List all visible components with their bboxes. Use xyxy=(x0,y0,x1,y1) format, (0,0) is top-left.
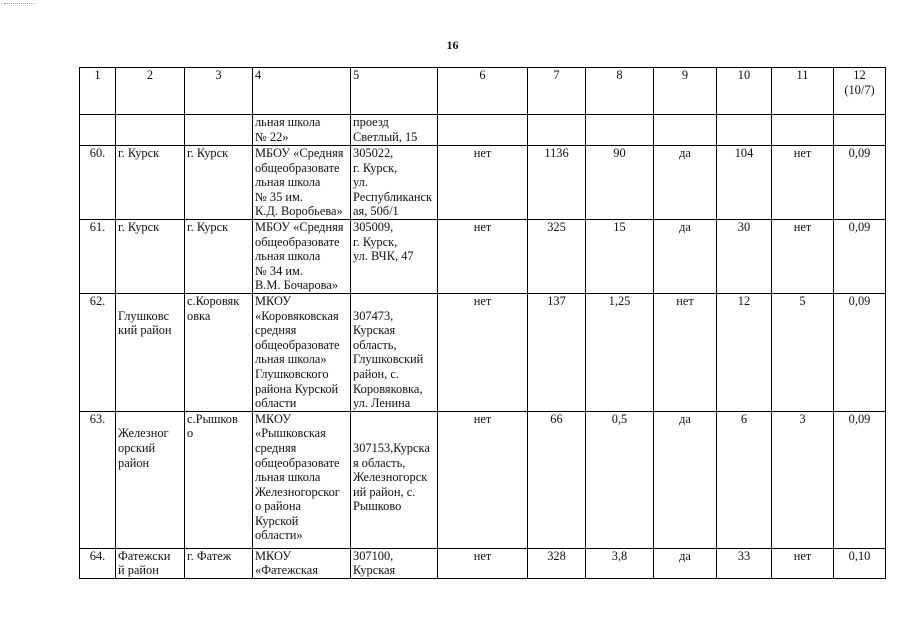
table-cell: да xyxy=(654,219,717,293)
table-row xyxy=(80,548,886,578)
header-cell: 1 xyxy=(80,68,116,115)
table-cell: нет xyxy=(772,146,834,220)
header-cell: 6 xyxy=(438,68,528,115)
table-cell: 66 xyxy=(528,411,586,548)
table-cell: 137 xyxy=(528,293,586,411)
table-cell: 3,8 xyxy=(586,548,654,578)
locality-cell: г. Курск xyxy=(185,146,253,220)
table-cell xyxy=(116,115,185,146)
table-cell xyxy=(80,115,116,146)
school-name-cell: МКОУ «Рышковская средняя общеобразовате льная школа Железногорског о района Курской области» xyxy=(253,411,351,548)
district-cell: Фатежски й район xyxy=(116,548,185,578)
scan-corner-mark xyxy=(4,3,34,7)
table-cell: 0,10 xyxy=(834,548,886,578)
district-cell: г. Курск xyxy=(116,219,185,293)
table-cell: нет xyxy=(438,548,528,578)
address-cell: 307153,Курска я область, Железногорск ий район, с. Рышково xyxy=(351,411,438,548)
table-cell xyxy=(834,115,886,146)
table-cell: 5 xyxy=(772,293,834,411)
school-name-cell: МБОУ «Средняя общеобразовате льная школа № 34 им. В.М. Бочарова» xyxy=(253,219,351,293)
table-cell: 325 xyxy=(528,219,586,293)
table-cell: 12 xyxy=(717,293,772,411)
table-cell xyxy=(654,115,717,146)
district-cell: Глушковс кий район xyxy=(116,293,185,411)
school-name-cell: МБОУ «Средняя общеобразовате льная школа № 35 им. К.Д. Воробьева» xyxy=(253,146,351,220)
header-cell: 10 xyxy=(717,68,772,115)
table-cell: нет xyxy=(438,411,528,548)
header-cell: 8 xyxy=(586,68,654,115)
header-cell: 7 xyxy=(528,68,586,115)
district-cell: Железног орский район xyxy=(116,411,185,548)
header-cell: 3 xyxy=(185,68,253,115)
table-cell: да xyxy=(654,411,717,548)
header-cell: 4 xyxy=(253,68,351,115)
table-cell: да xyxy=(654,548,717,578)
locality-cell: г. Курск xyxy=(185,219,253,293)
row-number: 64. xyxy=(80,548,116,578)
locality-cell: с.Рышков о xyxy=(185,411,253,548)
table-cell: да xyxy=(654,146,717,220)
table-cell: 1,25 xyxy=(586,293,654,411)
address-cell: 305022, г. Курск, ул. Республиканск ая, 50б/1 xyxy=(351,146,438,220)
table-cell xyxy=(772,115,834,146)
header-cell: 11 xyxy=(772,68,834,115)
table-cell: 0,09 xyxy=(834,293,886,411)
address-cell: 307473, Курская область, Глушковский район, с. Коровяковка, ул. Ленина xyxy=(351,293,438,411)
table-cell: 0,09 xyxy=(834,146,886,220)
locality-cell: г. Фатеж xyxy=(185,548,253,578)
school-name-cell: МКОУ «Коровяковская средняя общеобразовате льная школа» Глушковского района Курской области xyxy=(253,293,351,411)
table-cell xyxy=(528,115,586,146)
row-number: 60. xyxy=(80,146,116,220)
table-cell: льная школа № 22» xyxy=(253,115,351,146)
table-cell: 0,09 xyxy=(834,411,886,548)
header-cell: 12 (10/7) xyxy=(834,68,886,115)
document-table xyxy=(79,67,886,579)
table-cell: 90 xyxy=(586,146,654,220)
table-row xyxy=(80,293,886,411)
district-cell: г. Курск xyxy=(116,146,185,220)
table-cell: 6 xyxy=(717,411,772,548)
table-cell xyxy=(185,115,253,146)
row-number: 61. xyxy=(80,219,116,293)
table-cell: 15 xyxy=(586,219,654,293)
table-cell: 30 xyxy=(717,219,772,293)
header-cell: 2 xyxy=(116,68,185,115)
page-number: 16 xyxy=(446,38,459,52)
table-row-continuation xyxy=(80,115,886,146)
table-row xyxy=(80,146,886,220)
table-header-row xyxy=(80,68,886,115)
table-cell xyxy=(717,115,772,146)
row-number: 63. xyxy=(80,411,116,548)
table-cell: нет xyxy=(438,293,528,411)
table-cell: проезд Светлый, 15 xyxy=(351,115,438,146)
table-cell: 104 xyxy=(717,146,772,220)
table-cell xyxy=(586,115,654,146)
table-cell: нет xyxy=(772,548,834,578)
table-cell: нет xyxy=(438,146,528,220)
table-cell: 3 xyxy=(772,411,834,548)
school-name-cell: МКОУ «Фатежская xyxy=(253,548,351,578)
table-cell: 0,09 xyxy=(834,219,886,293)
address-cell: 307100, Курская xyxy=(351,548,438,578)
table-cell xyxy=(438,115,528,146)
table-row xyxy=(80,219,886,293)
table-cell: 0,5 xyxy=(586,411,654,548)
row-number: 62. xyxy=(80,293,116,411)
table-cell: нет xyxy=(772,219,834,293)
header-cell: 5 xyxy=(351,68,438,115)
table-cell: нет xyxy=(654,293,717,411)
address-cell: 305009, г. Курск, ул. ВЧК, 47 xyxy=(351,219,438,293)
table-cell: 33 xyxy=(717,548,772,578)
table-cell: нет xyxy=(438,219,528,293)
header-cell: 9 xyxy=(654,68,717,115)
locality-cell: с.Коровяк овка xyxy=(185,293,253,411)
table-row xyxy=(80,411,886,548)
table-cell: 1136 xyxy=(528,146,586,220)
table-cell: 328 xyxy=(528,548,586,578)
